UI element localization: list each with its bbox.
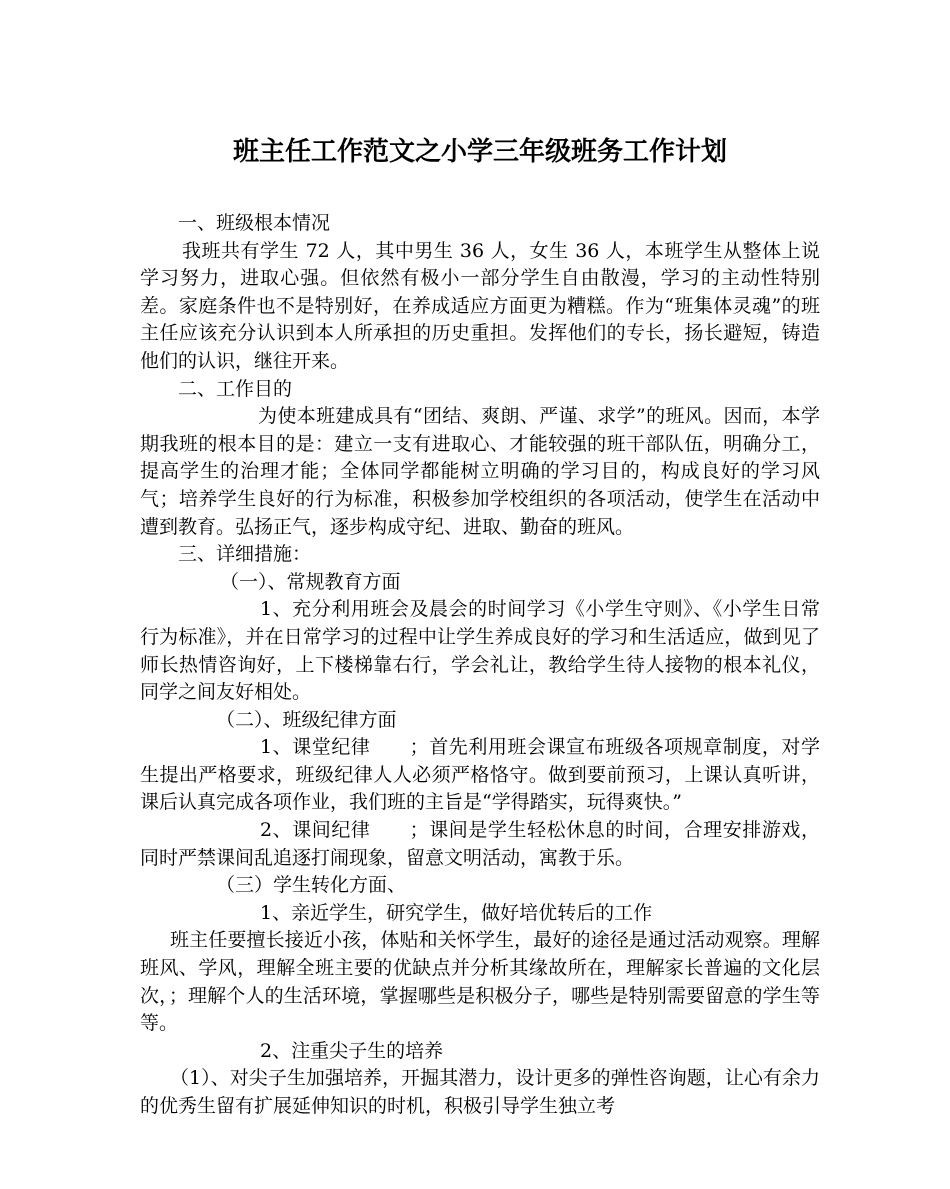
document-page — [140, 0, 820, 1189]
page-title: 班主任工作范文之小学三年级班务工作计划 — [232, 137, 727, 167]
document-body — [140, 210, 820, 1121]
paragraph-class-overview: 我班共有学生 72 人，其中男生 36 人，女生 36 人，本班学生从整体上说学习努力，进取心强。但依然有极小一部分学生自由散漫，学习的主动性特别差。家庭条件也不是特别好，在养成适应方面更为糟糕。作为“班集体灵魂”的班主任应该充分认识到本人所承担的历史重担。发挥他们的专长，扬长避短，铸造他们的认识，继往开来。 — [140, 239, 820, 372]
section-heading-measures: 三、详细措施： — [178, 543, 312, 566]
subheading-class-discipline: （二）、班级纪律方面 — [216, 708, 397, 731]
paragraph-approach-students: 班主任要擅长接近小孩，体贴和关怀学生，最好的途径是通过活动观察。理解班风、学风，理解全班主要的优缺点并分析其缘故所在，理解家长普遍的文化层次，；理解个人的生活环境，掌握哪些是积极分子，哪些是特别需要留意的学生等等。 — [140, 929, 820, 1035]
section-heading-work-goal: 二、工作目的 — [178, 377, 293, 400]
subheading-top-students: 2、注重尖子生的培养 — [260, 1039, 444, 1062]
paragraph-classroom-discipline: 1、课堂纪律 ；首先利用班会课宣布班级各项规章制度，对学生提出严格要求，班级纪律人人必须严格恪守。做到要前预习，上课认真听讲，课后认真完成各项作业，我们班的主旨是“学得踏实，玩得爽快。” — [140, 736, 820, 814]
section-heading-basic-situation: 一、班级根本情况 — [178, 212, 331, 234]
paragraph-top-students: （1）、对尖子生加强培养，开掘其潜力，设计更多的弹性咨询题，让心有余力的优秀生留有扩展延伸知识的时机，积极引导学生独立考 — [140, 1067, 820, 1117]
paragraph-routine-education: 1、充分利用班会及晨会的时间学习《小学生守则》、《小学生日常行为标准》，并在日常学习的过程中让学生养成良好的学习和生活适应，做到见了师长热情咨询好，上下楼梯靠右行，学会礼让，教给学生待人接物的根本礼仪，同学之间友好相处。 — [140, 598, 820, 704]
subheading-student-transformation: （三）学生转化方面、 — [216, 874, 407, 897]
paragraph-break-discipline: 2、课间纪律 ；课间是学生轻松休息的时间，合理安排游戏，同时严禁课间乱追逐打闹现象，留意文明活动，寓教于乐。 — [140, 819, 820, 869]
paragraph-work-goal: 为使本班建成具有“团结、爽朗、严谨、求学”的班风。因而，本学期我班的根本目的是：建立一支有进取心、才能较强的班干部队伍，明确分工，提高学生的治理才能；全体同学都能树立明确的学习目的，构成良好的学习风气；培养学生良好的行为标准，积极参加学校组织的各项活动，使学生在活动中遭到教育。弘扬正气，逐步构成守纪、进取、勤奋的班风。 — [140, 405, 820, 538]
subheading-routine-education: （一）、常规教育方面 — [220, 570, 401, 593]
subheading-approach-students: 1、亲近学生，研究学生，做好培优转后的工作 — [260, 901, 653, 924]
